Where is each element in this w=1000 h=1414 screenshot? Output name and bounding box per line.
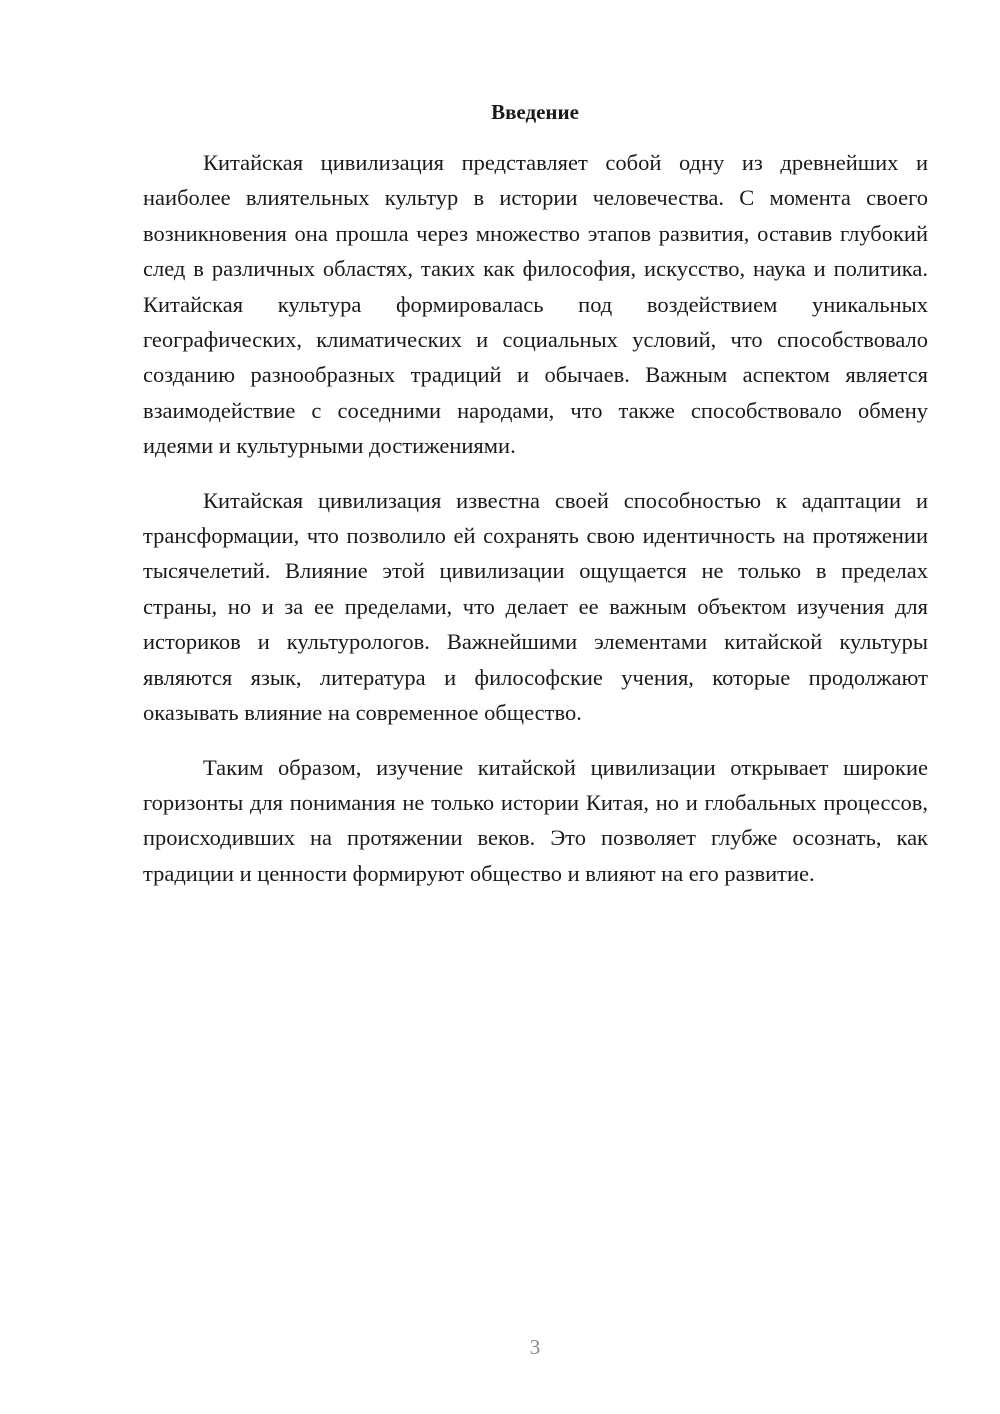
paragraph-3: Таким образом, изучение китайской цивилизации открывает широкие горизонты для понимания не только истории Китая, но и глобальных процессов, происходивших на протяжении веков. Это позволяет глубже осознать, как традиции и ценности формируют общество и влияют на его развитие. (143, 754, 928, 886)
body-text (143, 145, 928, 910)
paragraph-2: Китайская цивилизация известна своей способностью к адаптации и трансформации, что позволило ей сохранять свою идентичность на протяжении тысячелетий. Влияние этой цивилизации ощущается не только в пределах страны, но и за ее пределами, что делает ее важным объектом изучения для историков и культурологов. Важнейшими элементами китайской культуры являются язык, литература и философские учения, которые продолжают оказывать влияние на современное общество. (143, 487, 928, 726)
paragraph-1: Китайская цивилизация представляет собой одну из древнейших и наиболее влиятельных культур в истории человечества. С момента своего возникновения она прошла через множество этапов развития, оставив глубокий след в различных областях, таких как философия, искусство, наука и политика. Китайская культура формировалась под воздействием уникальных географических, климатических и социальных условий, что способствовало созданию разнообразных традиций и обычаев. Важным аспектом является взаимодействие с соседними народами, что также способствовало обмену идеями и культурными достижениями. (143, 150, 928, 459)
section-title: Введение (491, 100, 579, 124)
page-number: 3 (529, 1335, 541, 1359)
